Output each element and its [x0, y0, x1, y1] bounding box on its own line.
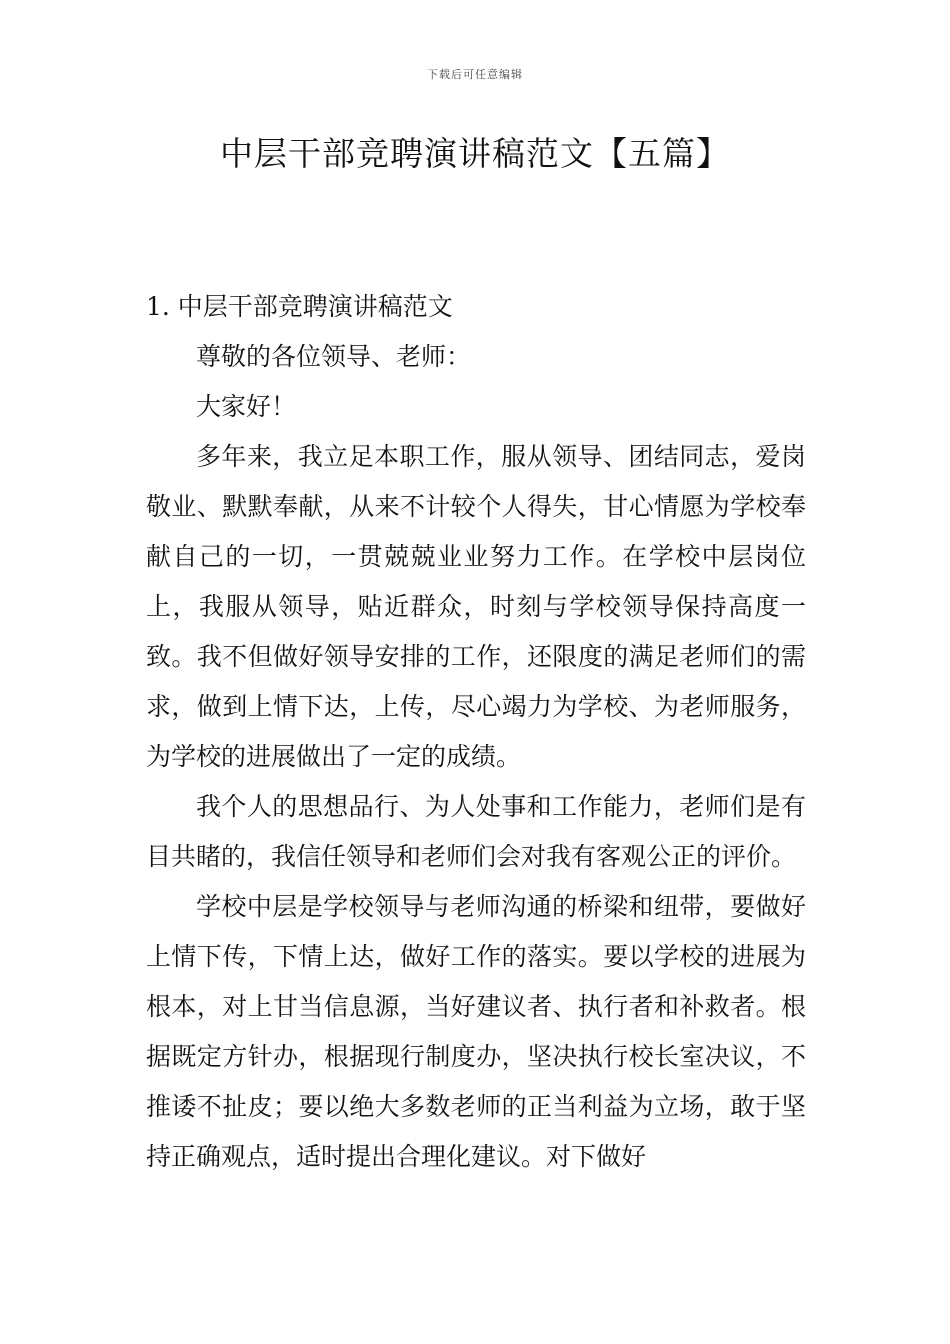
document-body — [146, 282, 806, 1182]
salutation-paragraph: 尊敬的各位领导、老师： — [196, 342, 472, 371]
greeting-paragraph: 大家好！ — [196, 392, 297, 421]
body-paragraph: 多年来，我立足本职工作，服从领导、团结同志，爱岗敬业、默默奉献，从来不计较个人得失，甘心情愿为学校奉献自己的一切，一贯兢兢业业努力工作。在学校中层岗位上，我服从领导，贴近群众，时刻与学校领导保持高度一致。我不但做好领导安排的工作，还限度的满足老师们的需求，做到上情下达，上传，尽心竭力为学校、为老师服务，为学校的进展做出了一定的成绩。 — [146, 442, 806, 771]
section-heading: 1. 中层干部竞聘演讲稿范文 — [146, 292, 453, 321]
header-note: 下载后可任意编辑 — [427, 68, 523, 81]
body-paragraph: 学校中层是学校领导与老师沟通的桥梁和纽带，要做好上情下传，下情上达，做好工作的落实。要以学校的进展为根本，对上甘当信息源，当好建议者、执行者和补救者。根据既定方针办，根据现行制度办，坚决执行校长室决议，不推诿不扯皮；要以绝大多数老师的正当利益为立场，敢于坚持正确观点，适时提出合理化建议。对下做好 — [146, 892, 806, 1171]
document-title: 中层干部竞聘演讲稿范文【五篇】 — [220, 134, 730, 173]
body-paragraph: 我个人的思想品行、为人处事和工作能力，老师们是有目共睹的，我信任领导和老师们会对我有客观公正的评价。 — [146, 792, 806, 871]
